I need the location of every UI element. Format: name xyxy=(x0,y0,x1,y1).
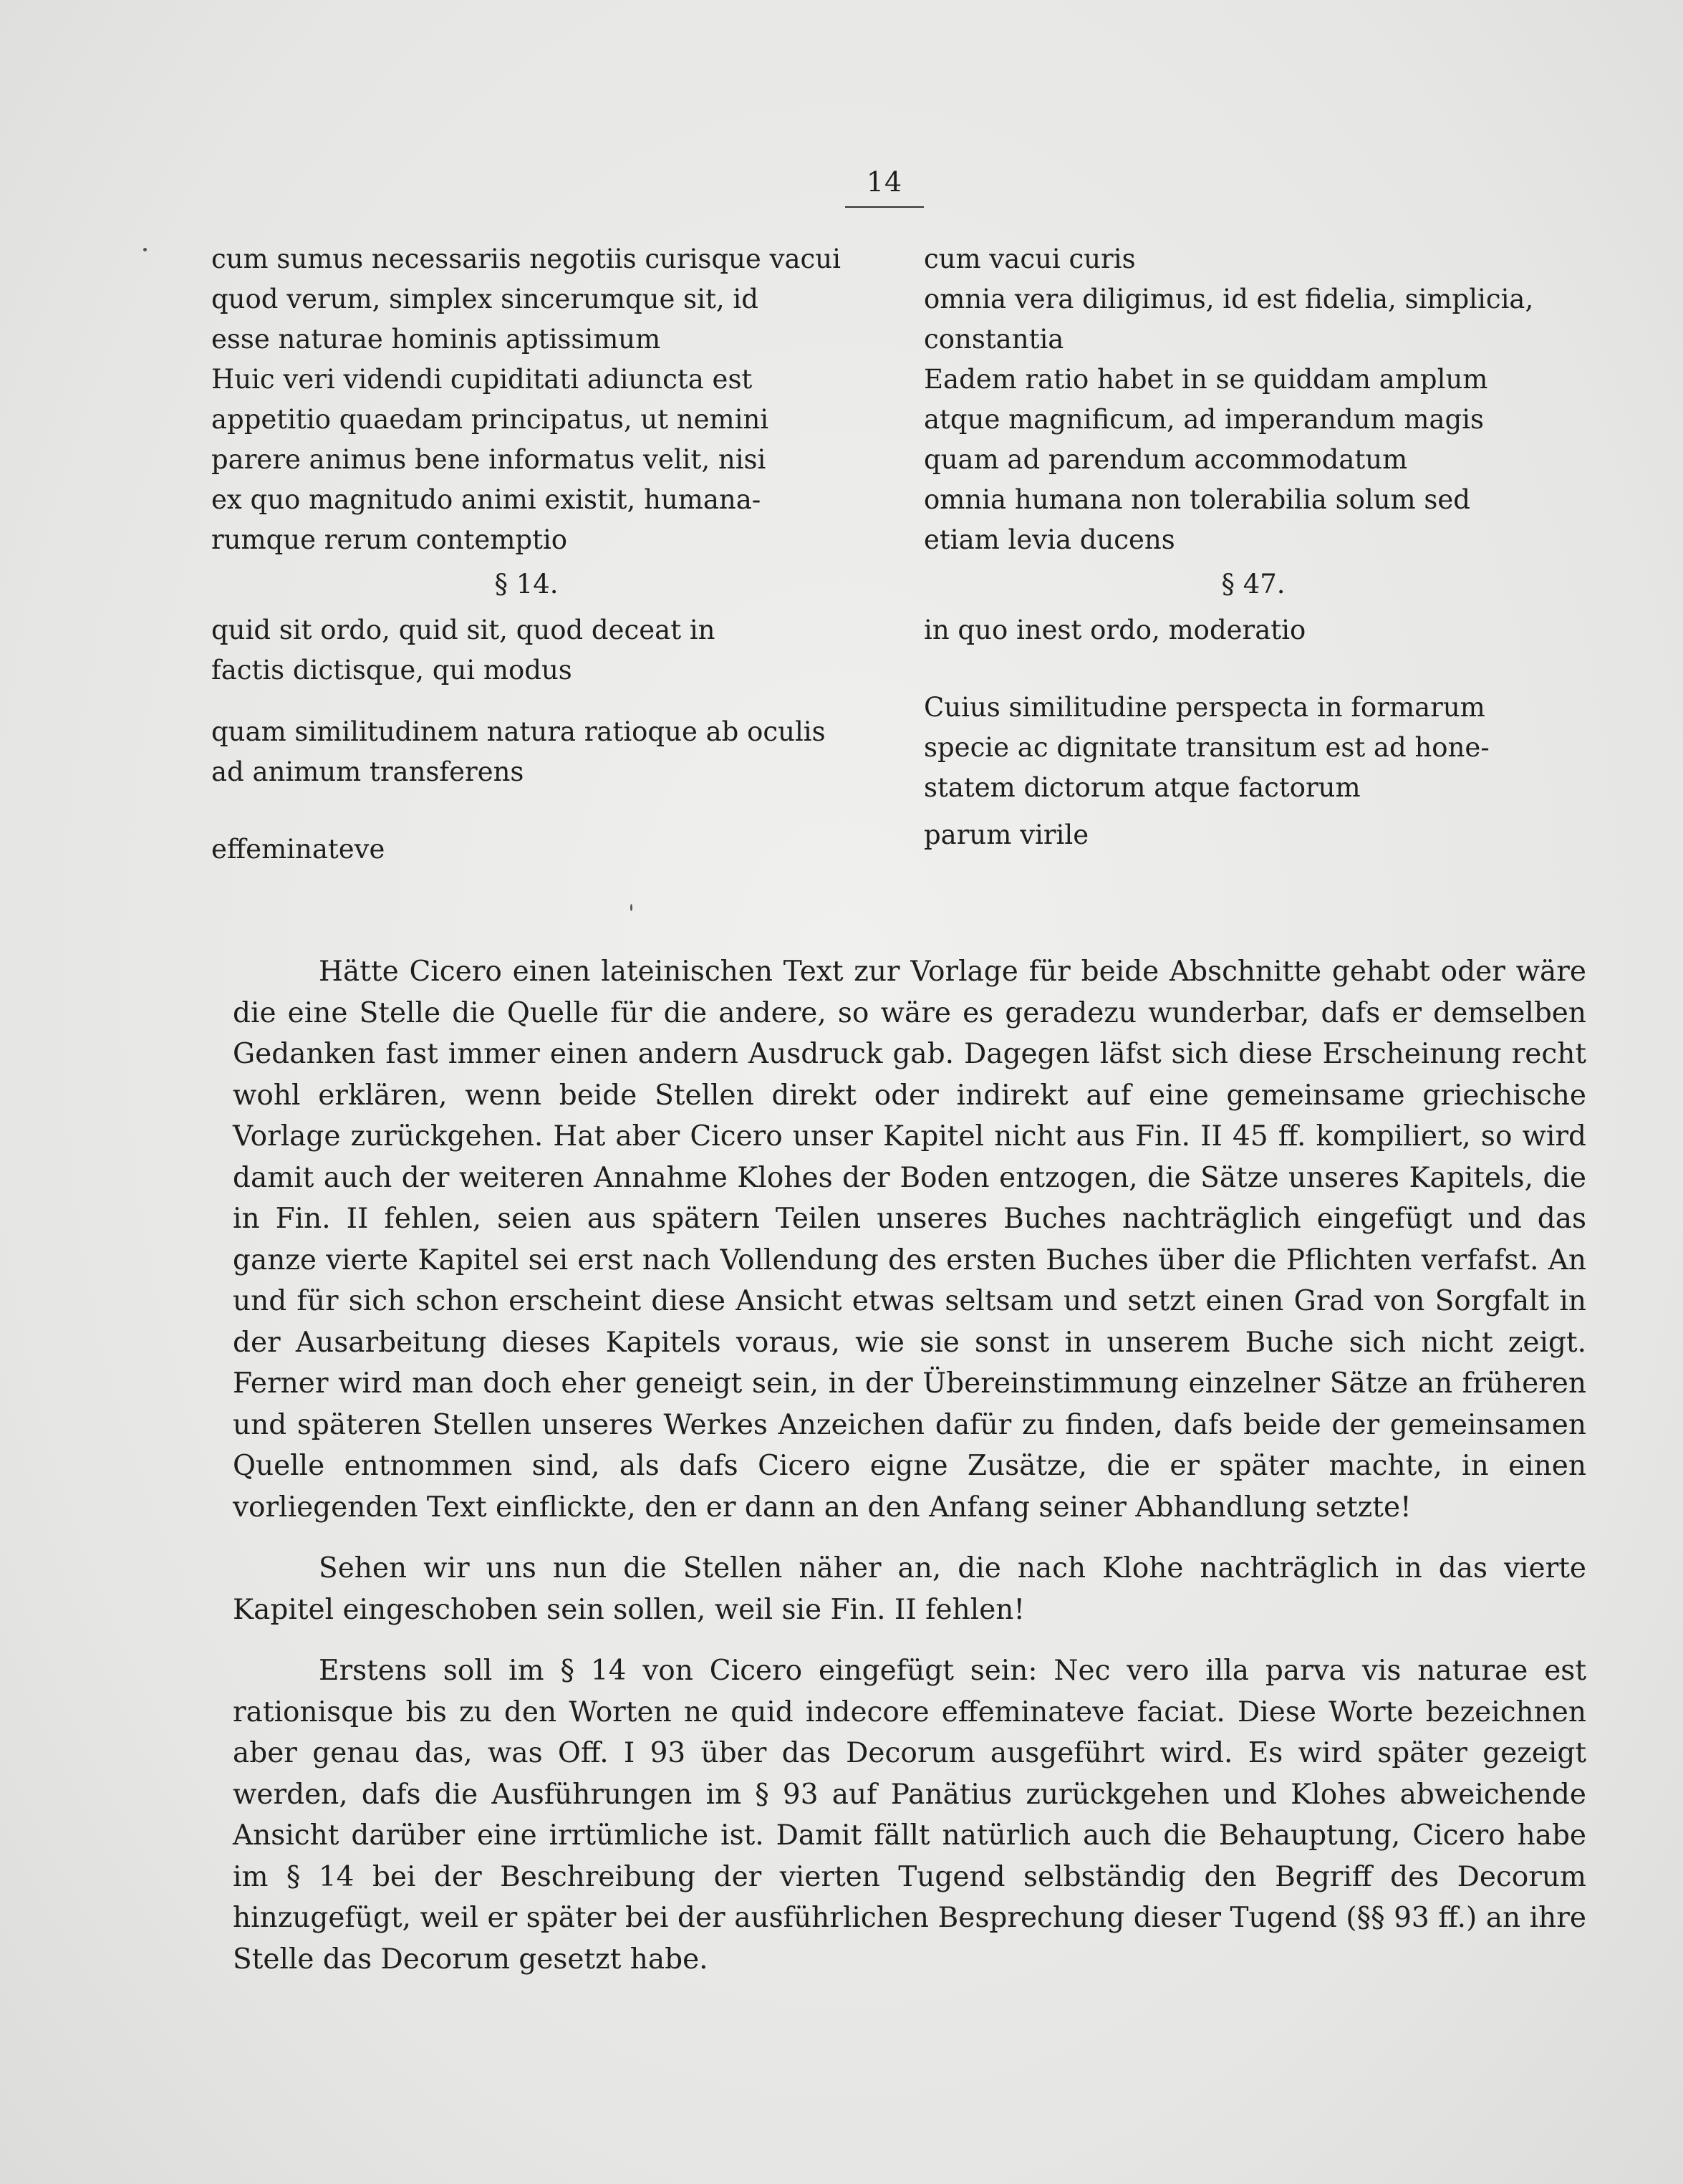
right-line: quam ad parendum accommodatum xyxy=(924,444,1408,475)
right-line: atque magnificum, ad imperandum magis xyxy=(924,404,1485,435)
left-line: factis dictisque, qui modus xyxy=(211,655,572,685)
right-line: etiam levia ducens xyxy=(924,524,1175,555)
spacer xyxy=(211,691,856,712)
right-line: in quo inest ordo, moderatio xyxy=(924,615,1306,645)
left-column-latin-excerpt xyxy=(211,239,856,870)
section-heading-right: § 47. xyxy=(1221,569,1286,600)
spacer xyxy=(211,792,856,829)
right-line: statem dictorum atque factorum xyxy=(924,772,1361,803)
left-line: cum sumus necessariis negotiis curisque vacui xyxy=(211,244,841,274)
right-line: Eadem ratio habet in se quiddam amplum xyxy=(924,364,1488,395)
left-line: Huic veri videndi cupiditati adiuncta est xyxy=(211,364,753,395)
page-number-rule xyxy=(845,206,924,208)
right-line: Cuius similitudine perspecta in formarum xyxy=(924,692,1485,723)
page-number: 14 xyxy=(866,166,903,198)
left-line: esse naturae hominis aptissimum xyxy=(211,324,661,355)
scan-speck xyxy=(143,248,147,251)
right-line: cum vacui curis xyxy=(924,244,1136,274)
right-line: constantia xyxy=(924,324,1064,355)
left-line: effeminateve xyxy=(211,834,385,865)
right-line: omnia humana non tolerabilia solum sed xyxy=(924,484,1470,515)
left-line: ex quo magnitudo animi existit, humana- xyxy=(211,484,761,515)
right-line: specie ac dignitate transitum est ad hone- xyxy=(924,732,1490,763)
left-line: quam similitudinem natura ratioque ab oculis xyxy=(211,716,826,747)
left-line: parere animus bene informatus velit, nisi xyxy=(211,444,766,475)
left-line: quid sit ordo, quid sit, quod deceat in xyxy=(211,615,715,645)
left-line: quod verum, simplex sincerumque sit, id xyxy=(211,284,758,314)
left-line: rumque rerum contemptio xyxy=(211,524,568,555)
spacer xyxy=(924,650,1583,688)
paragraph: Hätte Cicero einen lateinischen Text zur Vorlage für beide Abschnitte gehabt oder wäre die eine Stelle die Quelle für die andere, so wäre es geradezu wunderbar, dafs er demselben Gedanken fast immer einen andern Ausdruck gab. Dagegen läfst sich diese Erscheinung recht wohl erklären, wenn beide Stellen direkt oder indirekt auf eine gemeinsame griechische Vorlage zurückgehen. Hat aber Cicero unser Kapitel nicht aus Fin. II 45 ff. kompiliert, so wird damit auch der weiteren Annahme Klohes der Boden entzogen, die Sätze unseres Kapitels, die in Fin. II fehlen, seien aus spätern Teilen unseres Buches nachträglich eingefügt und das ganze vierte Kapitel sei erst nach Vollendung des ersten Buches über die Pflichten verfafst. An und für sich schon erscheint diese Ansicht etwas seltsam und setzt einen Grad von Sorgfalt in der Ausarbeitung dieses Kapitels voraus, wie sie sonst in unserem Buche sich nicht zeigt. Ferner wird man doch eher geneigt sein, in der Übereinstimmung einzelner Sätze an früheren und späteren Stellen unseres Werkes Anzeichen dafür zu finden, dafs beide der gemeinsamen Quelle entnommen sind, als dafs Cicero eigne Zusätze, die er später machte, in einen vorliegenden Text einflickte, den er dann an den Anfang seiner Abhandlung setzte! xyxy=(233,956,1586,1524)
right-line: omnia vera diligimus, id est fidelia, simplicia, xyxy=(924,284,1534,314)
right-column-latin-excerpt xyxy=(924,239,1583,855)
paragraph: Sehen wir uns nun die Stellen näher an, die nach Klohe nachträglich in das vierte Kapitel eingeschoben sein sollen, weil sie Fin. II fehlen! xyxy=(233,1552,1586,1626)
spacer xyxy=(924,808,1583,815)
section-heading-left: § 14. xyxy=(494,569,559,600)
left-line: appetitio quaedam principatus, ut nemini xyxy=(211,404,769,435)
body-text xyxy=(233,951,1586,1980)
right-line: parum virile xyxy=(924,819,1089,850)
scan-speck xyxy=(630,904,632,911)
left-line: ad animum transferens xyxy=(211,756,524,787)
paragraph: Erstens soll im § 14 von Cicero eingefügt sein: Nec vero illa parva vis naturae est rationisque bis zu den Worten ne quid indecore effeminateve faciat. Diese Worte bezeichnen aber genau das, was Off. I 93 über das Decorum ausgeführt wird. Es wird später gezeigt werden, dafs die Ausführungen im § 93 auf Panätius zurückgehen und Klohes abweichende Ansicht darüber eine irrtümliche ist. Damit fällt natürlich auch die Behauptung, Cicero habe im § 14 bei der Beschreibung der vierten Tugend selbständig den Begriff des Decorum hinzugefügt, weil er später bei der ausführlichen Besprechung dieser Tugend (§§ 93 ff.) an ihre Stelle das Decorum gesetzt habe. xyxy=(233,1655,1586,1976)
